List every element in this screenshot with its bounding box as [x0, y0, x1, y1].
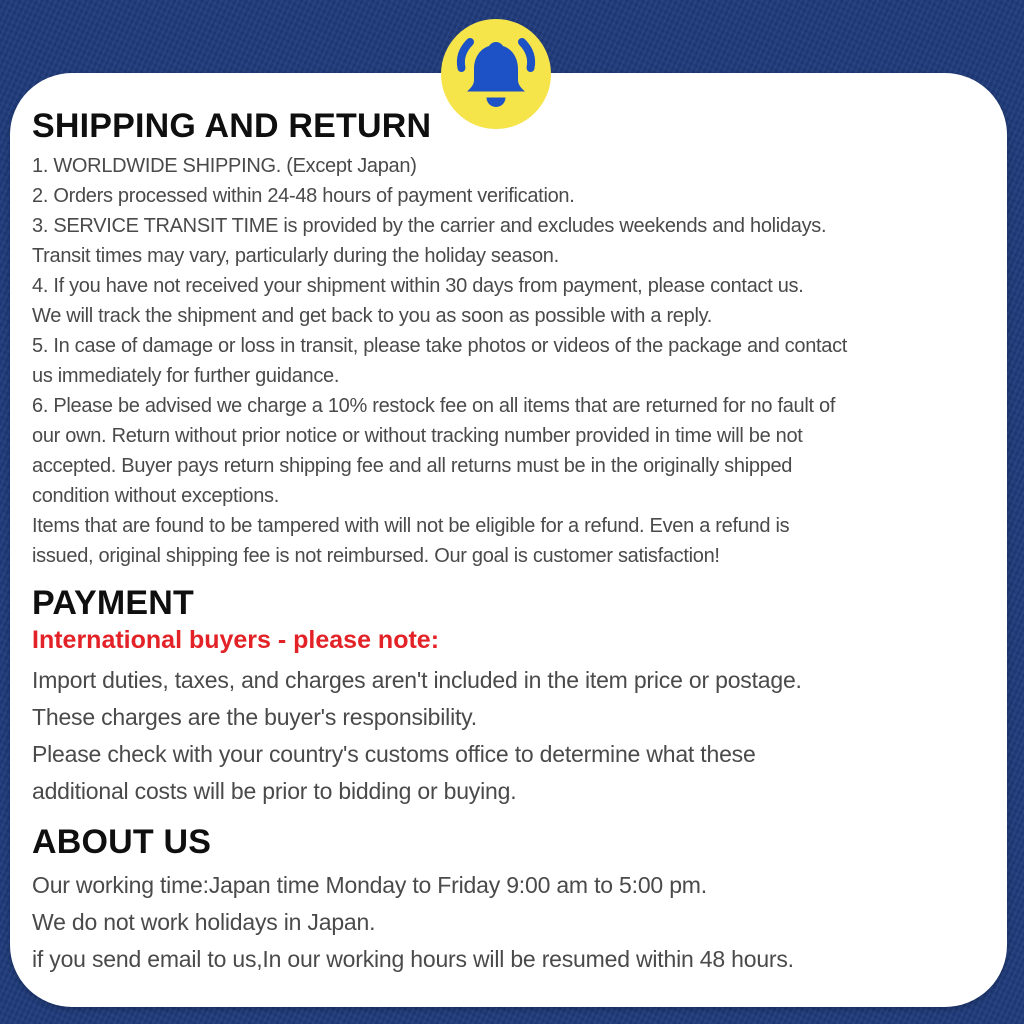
- text-line: We do not work holidays in Japan.: [32, 909, 376, 936]
- notification-badge: [441, 19, 551, 129]
- international-buyers-note: International buyers - please note:: [32, 626, 440, 655]
- text-line: issued, original shipping fee is not reimbursed. Our goal is customer satisfaction!: [32, 545, 720, 568]
- text-line: additional costs will be prior to bidding or buying.: [32, 778, 517, 805]
- text-line: 5. In case of damage or loss in transit, please take photos or videos of the package and contact: [32, 335, 848, 358]
- text-line: if you send email to us,In our working hours will be resumed within 48 hours.: [32, 946, 794, 973]
- text-line: 2. Orders processed within 24-48 hours of payment verification.: [32, 185, 575, 208]
- bell-icon: [441, 19, 551, 129]
- text-line: our own. Return without prior notice or without tracking number provided in time will be not: [32, 425, 803, 448]
- text-line: We will track the shipment and get back to you as soon as possible with a reply.: [32, 305, 713, 328]
- text-line: 6. Please be advised we charge a 10% restock fee on all items that are returned for no fault of: [32, 395, 836, 418]
- text-line: Import duties, taxes, and charges aren't included in the item price or postage.: [32, 667, 802, 694]
- text-line: condition without exceptions.: [32, 485, 280, 508]
- text-line: accepted. Buyer pays return shipping fee and all returns must be in the originally shipped: [32, 455, 793, 478]
- section-shipping: [32, 107, 993, 571]
- shipping-heading: SHIPPING AND RETURN: [32, 107, 432, 145]
- section-about: [32, 823, 993, 978]
- text-line: 3. SERVICE TRANSIT TIME is provided by the carrier and excludes weekends and holidays.: [32, 215, 827, 238]
- text-line: 1. WORLDWIDE SHIPPING. (Except Japan): [32, 155, 417, 178]
- policy-card: [10, 73, 1007, 1007]
- payment-heading: PAYMENT: [32, 584, 194, 623]
- about-heading: ABOUT US: [32, 823, 212, 862]
- text-line: These charges are the buyer's responsibility.: [32, 704, 477, 731]
- payment-body: [32, 662, 993, 810]
- text-line: Our working time:Japan time Monday to Friday 9:00 am to 5:00 pm.: [32, 872, 707, 899]
- about-body: [32, 867, 993, 978]
- text-line: Items that are found to be tampered with will not be eligible for a refund. Even a refund is: [32, 515, 790, 538]
- shipping-body: [32, 151, 993, 571]
- text-line: Please check with your country's customs office to determine what these: [32, 741, 756, 768]
- text-line: 4. If you have not received your shipment within 30 days from payment, please contact us.: [32, 275, 804, 298]
- text-line: Transit times may vary, particularly during the holiday season.: [32, 245, 559, 268]
- text-line: us immediately for further guidance.: [32, 365, 340, 388]
- section-payment: [32, 584, 993, 810]
